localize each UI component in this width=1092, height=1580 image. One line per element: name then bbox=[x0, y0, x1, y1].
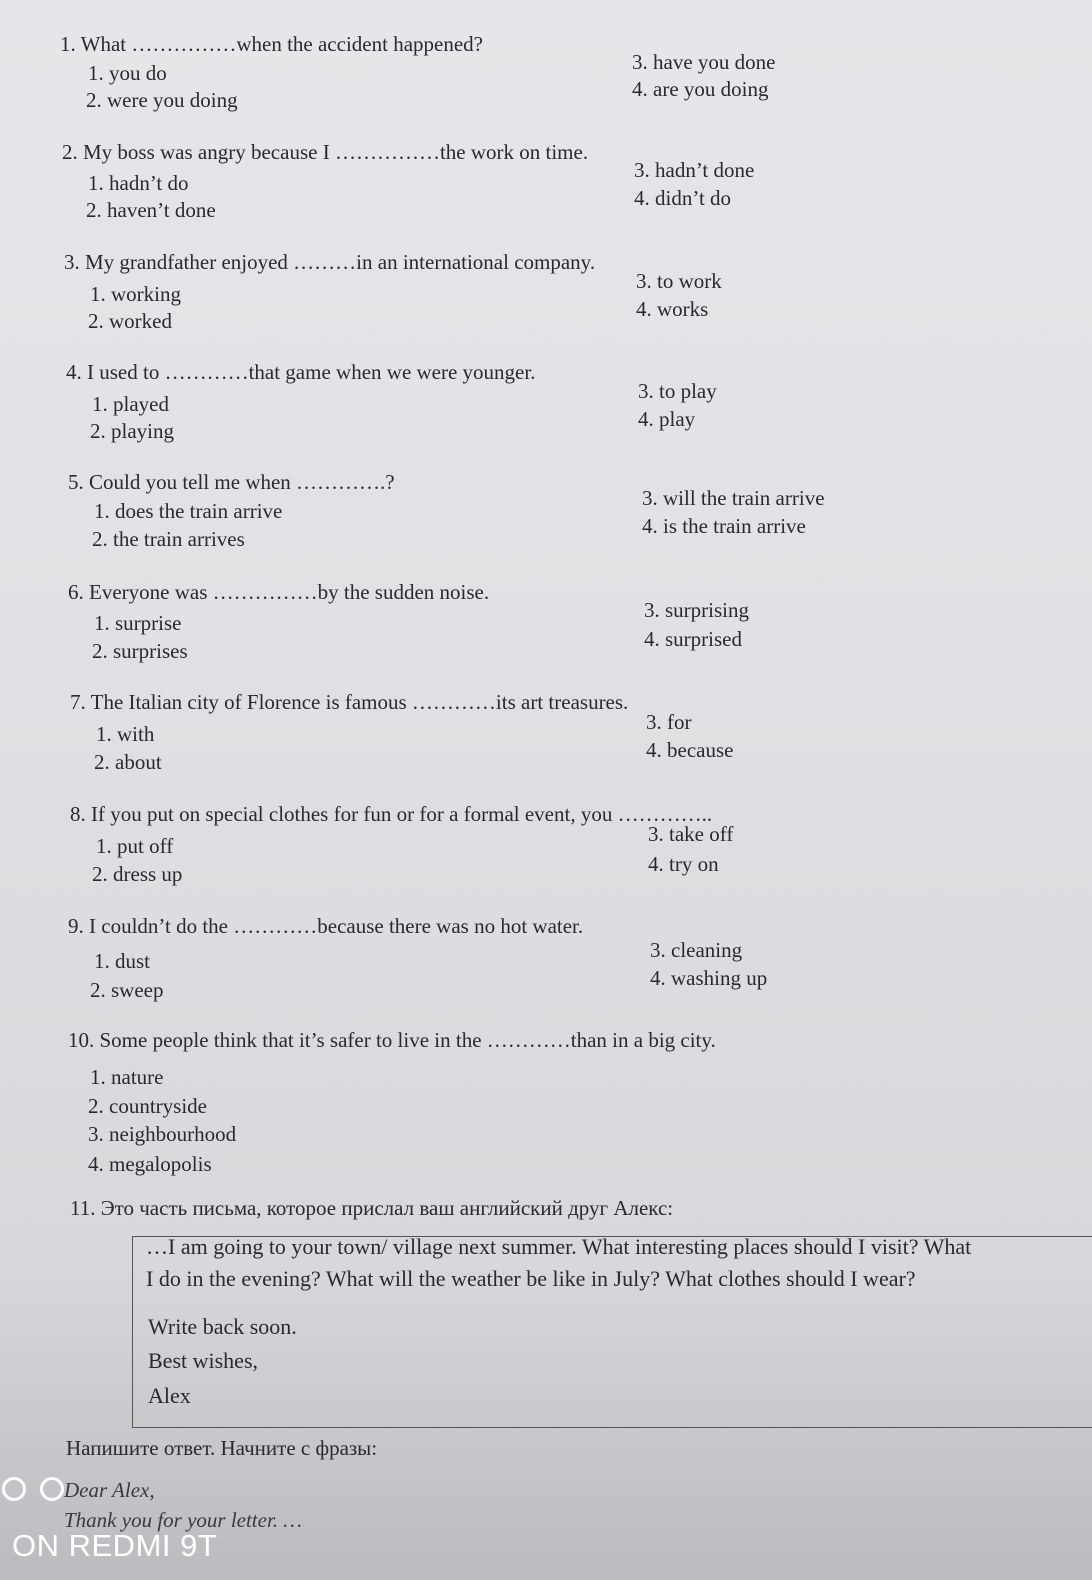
question-8-option-2: 2. dress up bbox=[92, 862, 183, 886]
question-2-stem: 2. My boss was angry because I ……………the work on time. bbox=[62, 140, 589, 164]
answer-start-sentence: Thank you for your letter. … bbox=[64, 1508, 302, 1532]
question-9-option-4: 4. washing up bbox=[650, 966, 768, 990]
question-3-option-2: 2. worked bbox=[88, 309, 172, 333]
question-2-option-2: 2. haven’t done bbox=[86, 198, 216, 222]
question-8-option-4: 4. try on bbox=[648, 852, 719, 876]
question-2-option-3: 3. hadn’t done bbox=[634, 158, 755, 182]
question-4-option-2: 2. playing bbox=[90, 419, 174, 443]
circle-icon bbox=[40, 1477, 64, 1501]
question-6-option-2: 2. surprises bbox=[92, 639, 188, 663]
question-10-option-4: 4. megalopolis bbox=[88, 1152, 212, 1176]
question-4-option-1: 1. played bbox=[92, 392, 169, 416]
question-6-stem: 6. Everyone was ……………by the sudden noise. bbox=[68, 580, 490, 604]
question-2-option-4: 4. didn’t do bbox=[634, 186, 732, 210]
task-11-instruction: Напишите ответ. Начните с фразы: bbox=[66, 1436, 378, 1460]
question-6-option-4: 4. surprised bbox=[644, 627, 742, 651]
question-1-option-3: 3. have you done bbox=[632, 50, 776, 74]
circle-icon bbox=[2, 1477, 26, 1501]
question-7-option-3: 3. for bbox=[646, 710, 692, 734]
question-10-option-3: 3. neighbourhood bbox=[88, 1122, 237, 1146]
question-9-stem: 9. I couldn’t do the …………because there was no hot water. bbox=[68, 914, 584, 938]
question-9-option-3: 3. cleaning bbox=[650, 938, 743, 962]
question-8-option-1: 1. put off bbox=[96, 834, 174, 858]
question-2-option-1: 1. hadn’t do bbox=[88, 171, 189, 195]
question-5-option-2: 2. the train arrives bbox=[92, 527, 245, 551]
question-4-stem: 4. I used to …………that game when we were younger. bbox=[66, 360, 536, 384]
question-5-option-3: 3. will the train arrive bbox=[642, 486, 825, 510]
question-8-stem: 8. If you put on special clothes for fun or for a formal event, you ………….. bbox=[70, 802, 713, 826]
question-1-option-2: 2. were you doing bbox=[86, 88, 238, 112]
letter-line-4: Best wishes, bbox=[148, 1348, 258, 1373]
question-7-option-1: 1. with bbox=[96, 722, 155, 746]
question-4-option-3: 3. to play bbox=[638, 379, 717, 403]
question-9-option-1: 1. dust bbox=[94, 949, 151, 973]
letter-line-1: …I am going to your town/ village next summer. What interesting places should I visit? What bbox=[146, 1234, 972, 1259]
camera-watermark: ON REDMI 9T bbox=[12, 1528, 218, 1563]
letter-line-3: Write back soon. bbox=[148, 1314, 297, 1339]
letter-line-2: I do in the evening? What will the weather be like in July? What clothes should I wear? bbox=[146, 1266, 916, 1291]
question-5-option-1: 1. does the train arrive bbox=[94, 499, 283, 523]
question-6-option-1: 1. surprise bbox=[94, 611, 182, 635]
question-7-option-2: 2. about bbox=[94, 750, 162, 774]
answer-start-greeting: Dear Alex, bbox=[64, 1478, 155, 1502]
task-11-prompt: 11. Это часть письма, которое прислал ваш английский друг Алекс: bbox=[70, 1196, 674, 1220]
question-1-option-4: 4. are you doing bbox=[632, 77, 769, 101]
question-7-stem: 7. The Italian city of Florence is famous …………its art treasures. bbox=[70, 690, 629, 714]
question-1-stem: 1. What ……………when the accident happened? bbox=[60, 32, 483, 56]
question-9-option-2: 2. sweep bbox=[90, 978, 164, 1002]
letter-signature: Alex bbox=[148, 1383, 191, 1408]
question-5-option-4: 4. is the train arrive bbox=[642, 514, 806, 538]
question-5-stem: 5. Could you tell me when ………….? bbox=[68, 470, 395, 494]
question-10-stem: 10. Some people think that it’s safer to live in the …………than in a big city. bbox=[68, 1028, 716, 1052]
question-4-option-4: 4. play bbox=[638, 407, 696, 431]
question-3-option-4: 4. works bbox=[636, 297, 709, 321]
camera-lens-icon bbox=[2, 1477, 64, 1501]
question-3-option-1: 1. working bbox=[90, 282, 181, 306]
question-1-option-1: 1. you do bbox=[88, 61, 167, 85]
question-10-option-2: 2. countryside bbox=[88, 1094, 207, 1118]
question-3-option-3: 3. to work bbox=[636, 269, 722, 293]
question-3-stem: 3. My grandfather enjoyed ………in an international company. bbox=[64, 250, 596, 274]
question-8-option-3: 3. take off bbox=[648, 822, 734, 846]
question-6-option-3: 3. surprising bbox=[644, 598, 749, 622]
question-7-option-4: 4. because bbox=[646, 738, 734, 762]
question-10-option-1: 1. nature bbox=[90, 1065, 164, 1089]
